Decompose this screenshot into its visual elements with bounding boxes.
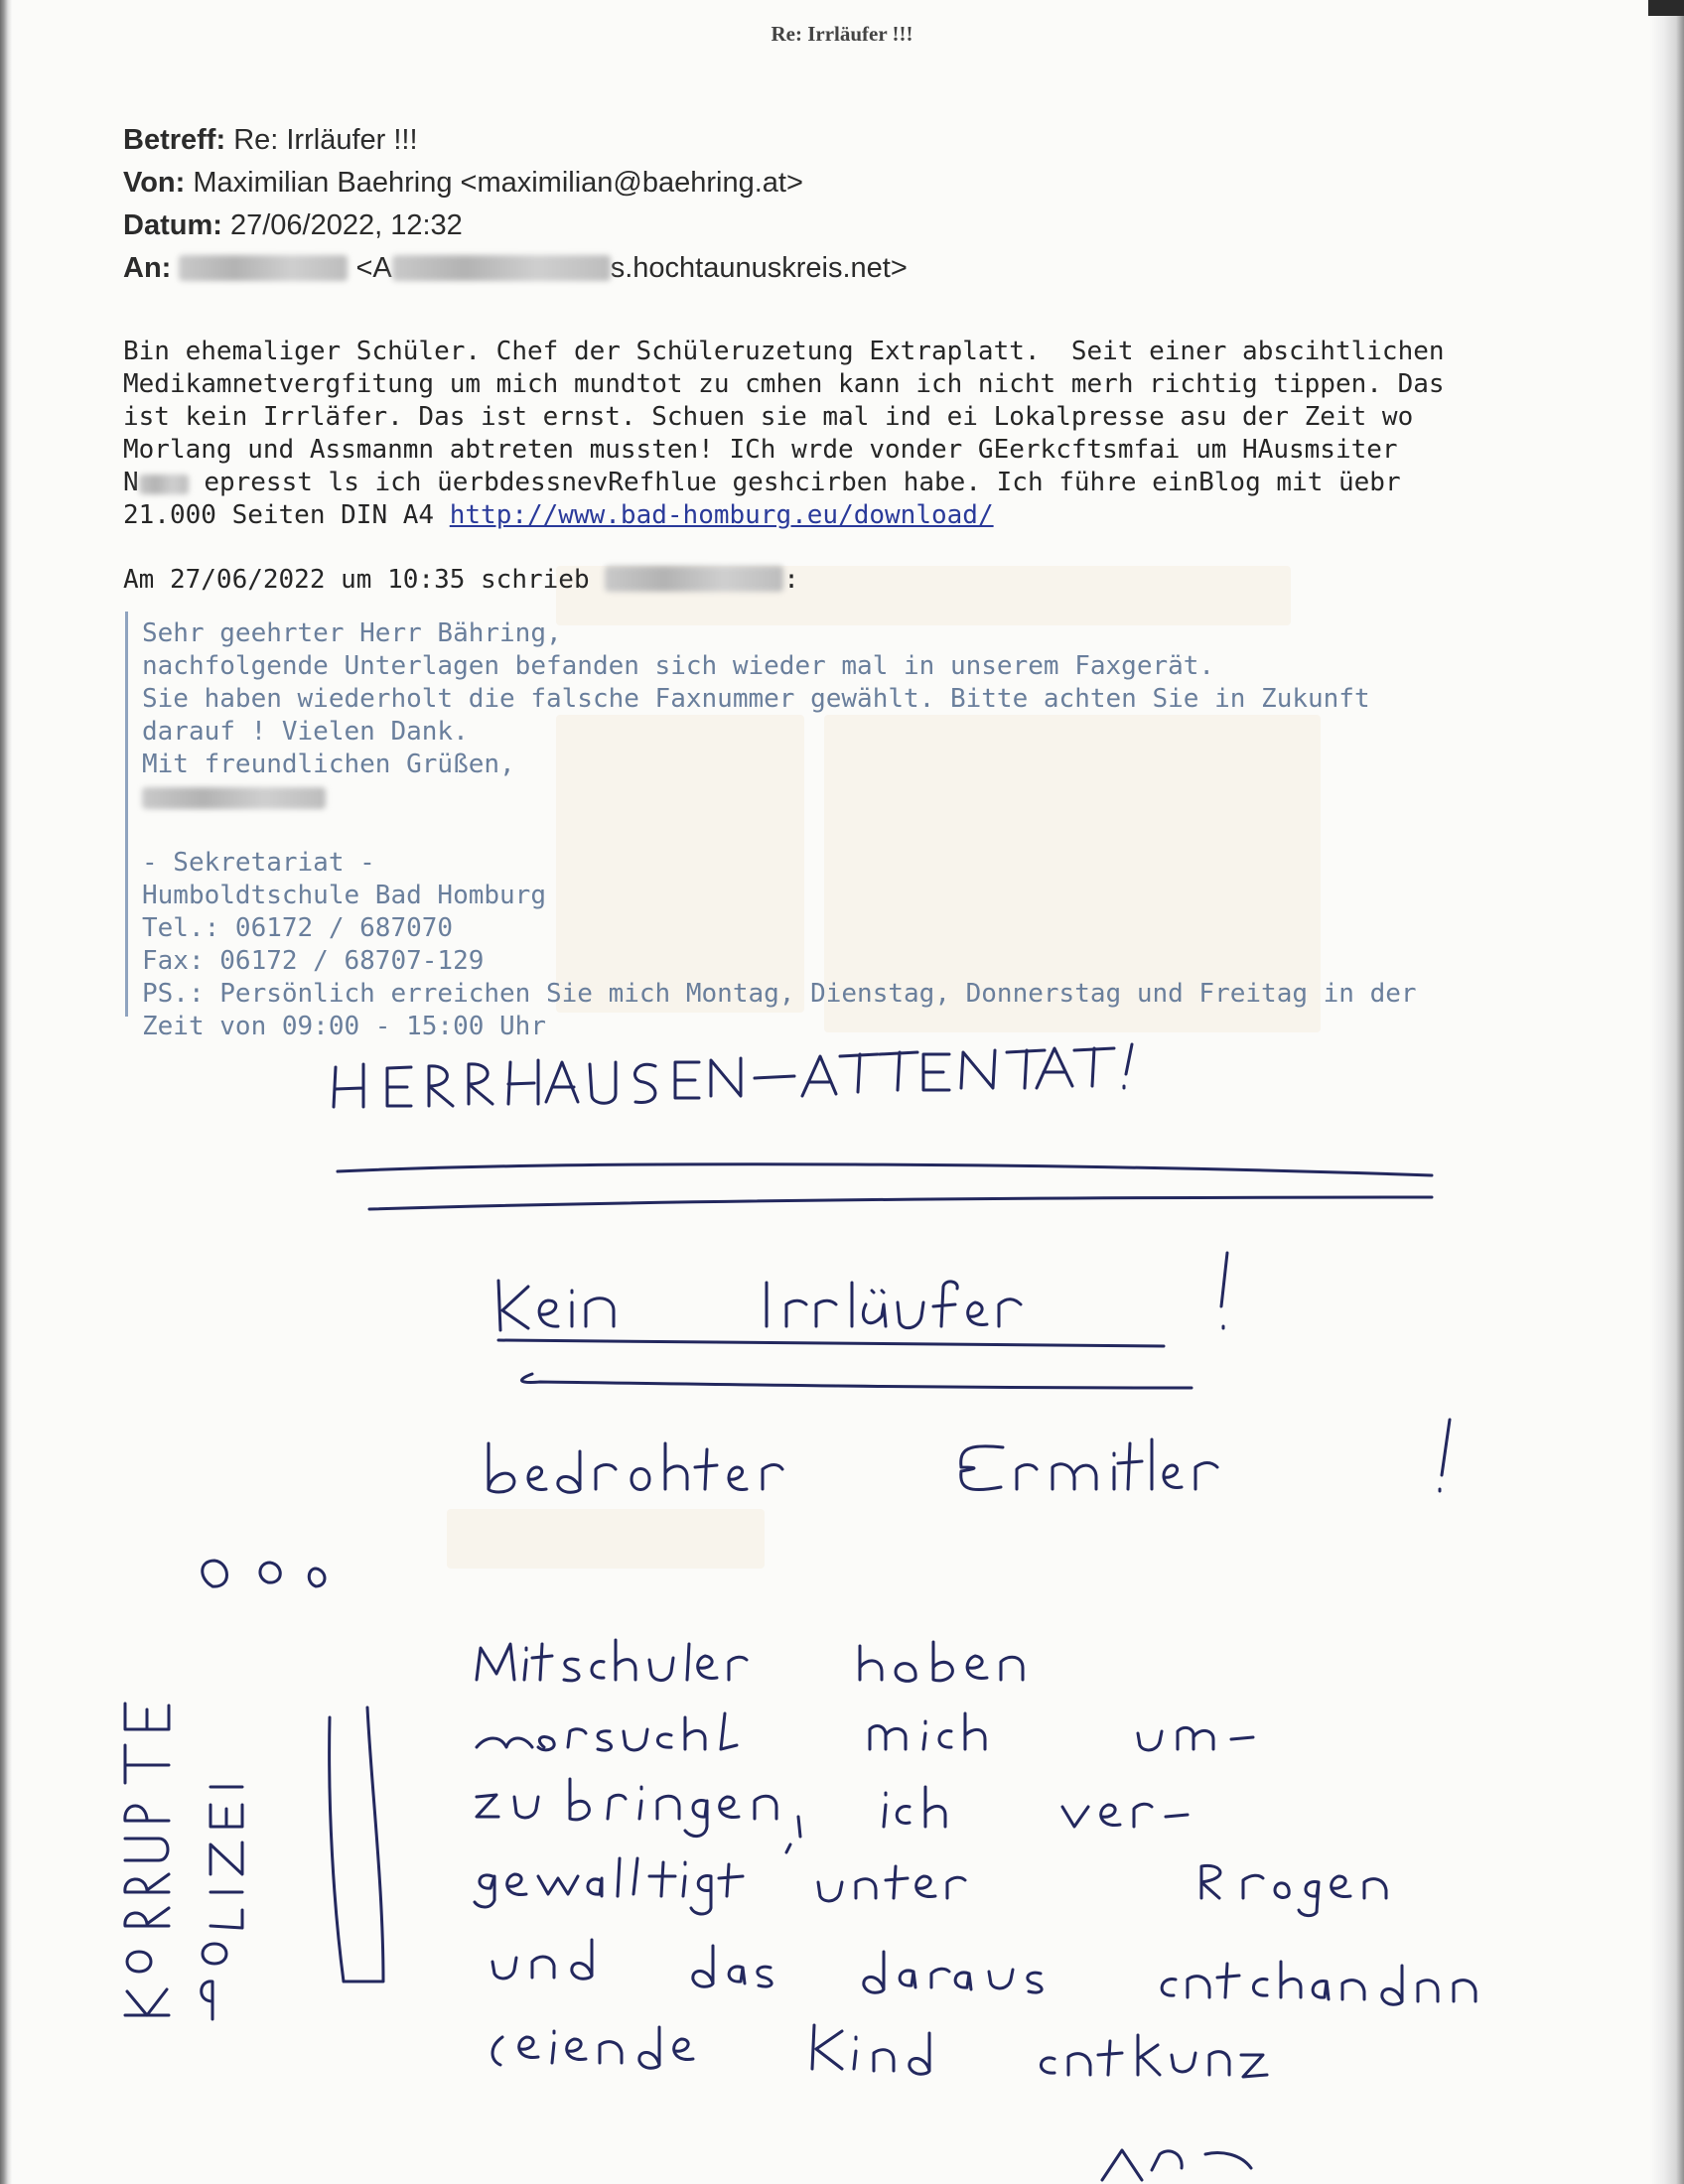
scan-corner [1648, 0, 1684, 16]
from-row [123, 162, 908, 205]
quote-bar [125, 612, 128, 1017]
redacted-name [179, 255, 348, 281]
print-title: Re: Irrläufer !!! [771, 22, 913, 46]
date-row [123, 205, 908, 247]
body-line: Morlang und Assmanmn abtreten mussten! ICh wrde vonder GEerkcftsmfai um HAusmsiter [123, 435, 1398, 465]
signature-line: Zeit von 09:00 - 15:00 Uhr [142, 1012, 546, 1041]
bracket-stroke [330, 1707, 383, 1981]
body-line: 21.000 Seiten DIN A4 [123, 500, 450, 530]
underline-stroke [338, 1164, 1432, 1175]
reply-intro [123, 564, 799, 597]
body-line: ist kein Irrläfer. Das ist ernst. Schuen sie mal ind ei Lokalpresse asu der Zeit wo [123, 402, 1414, 432]
body-line: epresst ls ich üerbdessnevRefhlue geshcirben habe. Ich führe einBlog mit üebr [204, 468, 1401, 497]
subject-row [123, 119, 908, 162]
from-value: Maximilian Baehring <maximilian@baehring.at> [193, 167, 803, 199]
handwriting-bedrohter-ermittler [489, 1420, 1450, 1492]
handwritten-annotations [0, 1032, 1684, 2184]
to-angle-bracket: <A [355, 252, 392, 284]
handwriting-paragraph [475, 1640, 1475, 2180]
from-label: Von: [123, 167, 186, 199]
blog-link[interactable]: http://www.bad-homburg.eu/download/ [449, 500, 994, 530]
handwriting-korrupte-polizei [125, 1561, 325, 2019]
quote-line: nachfolgende Unterlagen befanden sich wieder mal in unserem Faxgerät. [142, 651, 1215, 681]
underline-stroke [369, 1197, 1432, 1209]
quote-line: Mit freundlichen Grüßen, [142, 750, 515, 779]
reply-intro-suffix: : [783, 565, 799, 595]
date-value: 27/06/2022, 12:32 [229, 209, 463, 241]
reply-intro-prefix: Am 27/06/2022 um 10:35 schrieb [123, 565, 606, 595]
signature-line: Fax: 06172 / 68707-129 [142, 946, 485, 976]
body-line-prefix: N [123, 468, 139, 497]
redacted-name [139, 475, 189, 494]
signature-line: - Sekretariat - [142, 848, 375, 878]
signature-line: Humboldtschule Bad Homburg [142, 881, 546, 910]
redacted-sender [605, 566, 783, 592]
date-label: Datum: [123, 209, 222, 241]
body-line: Medikamnetvergfitung um mich mundtot zu cmhen kann ich nicht merh richtig tippen. Das [123, 369, 1445, 399]
redacted-address [392, 255, 611, 281]
subject-value: Re: Irrläufer !!! [233, 124, 418, 156]
handwriting-herrhausen-attentat [334, 1044, 1132, 1107]
body-line: Bin ehemaliger Schüler. Chef der Schüleruzetung Extraplatt. Seit einer abscihtlichen [123, 337, 1445, 366]
handwriting-kein-irrlaeufer [498, 1253, 1227, 1388]
quoted-message [142, 617, 1417, 1043]
signature-line: Tel.: 06172 / 687070 [142, 913, 454, 943]
quote-line: darauf ! Vielen Dank. [142, 717, 469, 747]
signature-line: PS.: Persönlich erreichen Sie mich Montag, Dienstag, Donnerstag und Freitag in der [142, 979, 1417, 1009]
to-label: An: [123, 252, 172, 284]
quote-line: Sie haben wiederholt die falsche Faxnummer gewählt. Bitte achten Sie in Zukunft [142, 684, 1370, 714]
email-header [123, 119, 908, 290]
quote-line: Sehr geehrter Herr Bähring, [142, 618, 562, 648]
to-row [123, 247, 908, 290]
to-value-suffix: s.hochtaunuskreis.net> [610, 252, 908, 284]
redacted-signature-name [142, 787, 326, 809]
subject-label: Betreff: [123, 124, 226, 156]
email-body [123, 336, 1445, 532]
